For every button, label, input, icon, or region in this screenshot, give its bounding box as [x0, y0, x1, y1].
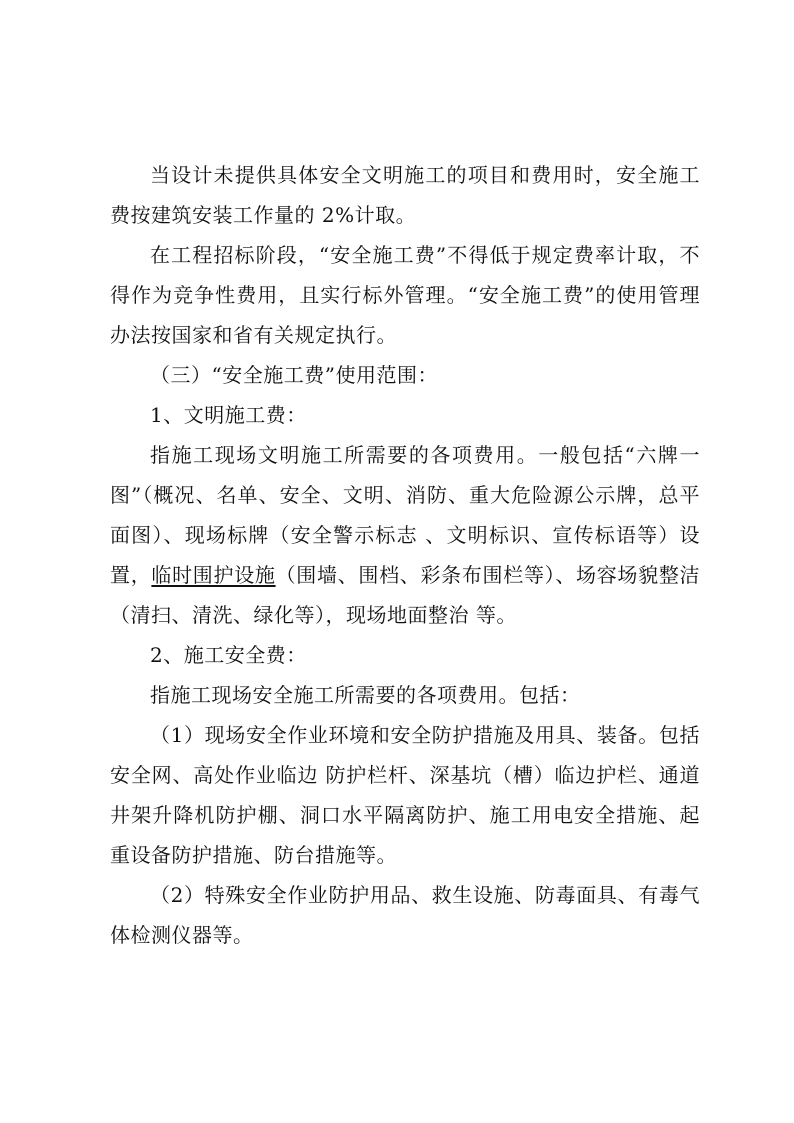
civilized-items-text-part2: （围墙、围档、彩条布围栏等）、场容场貌整洁（清扫、清洗、绿化等），现场地面整治 等。 — [110, 563, 701, 627]
subheading-construction-safety-fee: 2、施工安全费： — [150, 643, 307, 667]
underlined-temporary-enclosure: 临时围护设施 — [151, 563, 276, 587]
paragraph-item-1-protective-measures: （1）现场安全作业环境和安全防护措施及用具、装备。包括安全网、高处作业临边 防护栏杆、深基坑（槽）临边护栏、通道井架升降机防护棚、洞口水平隔离防护、施工用电安全措施、起重设备防护措施、防台措施等。 — [110, 723, 700, 867]
civilized-items-text-part1: 指施工现场文明施工所需要的各项费用。一般包括“六牌一图”（概况、名单、安全、文明、消防、重大危险源公示牌，总平面图）、现场标牌（安全警示标志 、文明标识、宣传标语等）设置， — [110, 443, 700, 587]
paragraph-item-2-special-equipment: （2）特殊安全作业防护用品、救生设施、防毒面具、有毒气体检测仪器等。 — [110, 883, 700, 947]
paragraph-civilized-construction-items — [110, 435, 700, 635]
paragraph-bidding-stage: 在工程招标阶段，“安全施工费”不得低于规定费率计取，不得作为竞争性费用，且实行标外管理。“安全施工费”的使用管理办法按国家和省有关规定执行。 — [110, 243, 700, 347]
section-heading-usage-scope: （三）“安全施工费”使用范围： — [150, 363, 438, 387]
paragraph-safety-fee-definition: 指施工现场安全施工所需要的各项费用。包括： — [150, 683, 581, 707]
subheading-civilized-construction-fee: 1、文明施工费： — [150, 403, 307, 427]
paragraph-safety-fee-default: 当设计未提供具体安全文明施工的项目和费用时，安全施工费按建筑安装工作量的 2%计取。 — [110, 163, 700, 227]
